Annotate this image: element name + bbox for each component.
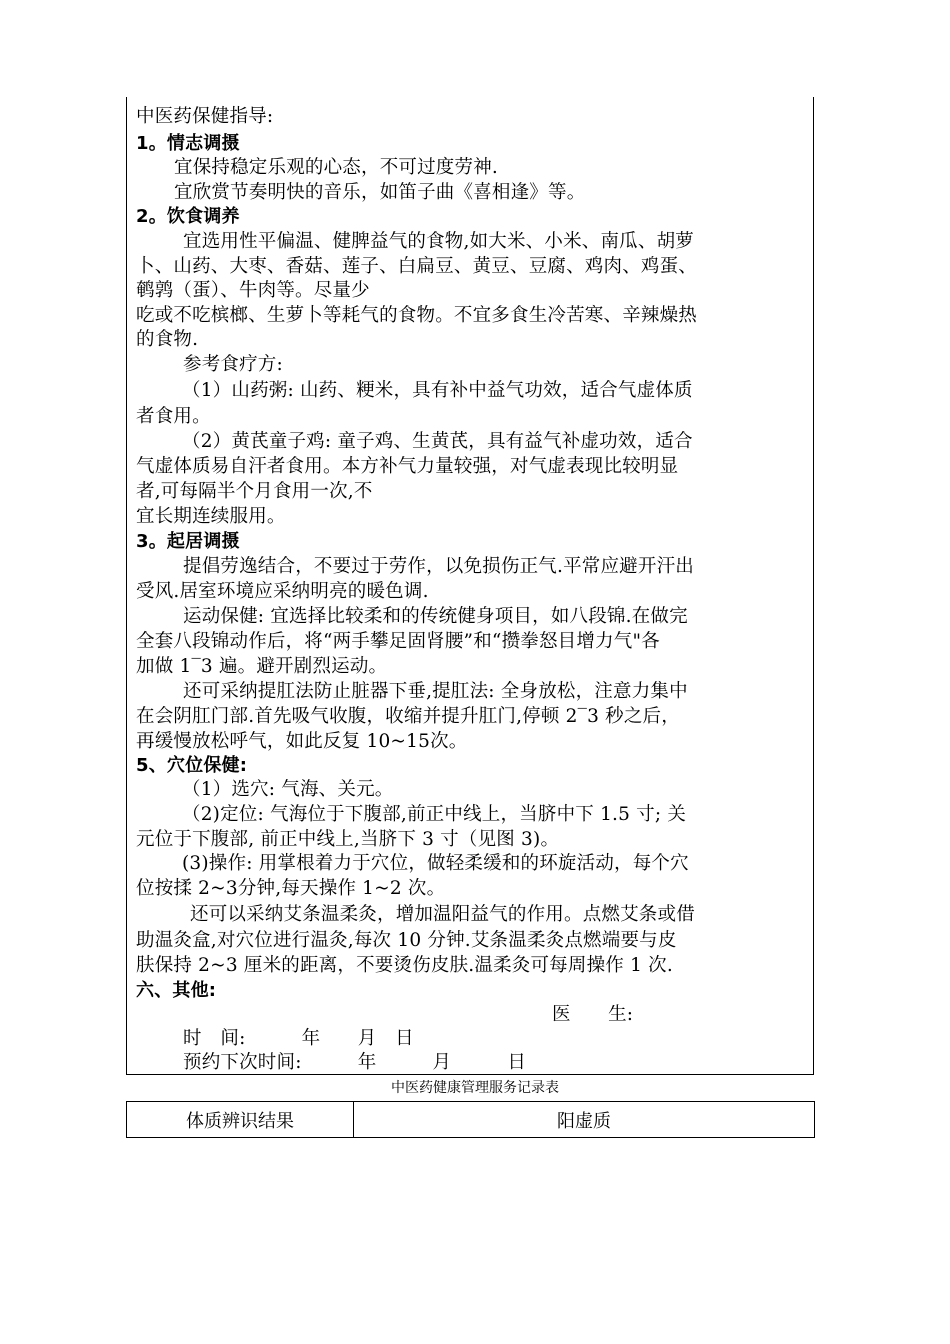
section-1-title: 1。情志调摄 (136, 133, 240, 154)
text-line: 参考食疗方: (183, 354, 283, 375)
section-6-title: 六、其他: (136, 980, 217, 1001)
text-line: 宜保持稳定乐观的心态，不可过度劳神. (174, 157, 498, 178)
text-line: 提倡劳逸结合，不要过于劳作，以免损伤正气.平常应避开汗出 (183, 556, 694, 577)
text-line: 的食物. (136, 329, 199, 350)
text-line: 还可以采纳艾条温柔灸，增加温阳益气的作用。点燃艾条或借 (190, 904, 695, 925)
text-line: 在会阴肛门部.首先吸气收腹，收缩并提升肛门,停顿 2‾3 秒之后， (136, 706, 680, 727)
text-line: 再缓慢放松呼气，如此反复 10~15次。 (136, 731, 468, 752)
result-label-cell: 体质辨识结果 (127, 1102, 354, 1137)
text-line: （2）黄芪童子鸡: 童子鸡、生黄芪，具有益气补虚功效，适合 (182, 431, 693, 452)
text-line: 宜欣赏节奏明快的音乐，如笛子曲《喜相逢》等。 (174, 182, 586, 203)
text-line: 宜选用性平偏温、健脾益气的食物,如大米、小米、南瓜、胡萝 (183, 231, 694, 252)
text-line: 元位于下腹部, 前正中线上,当脐下 3 寸（见图 3)。 (136, 829, 560, 850)
text-line: （1）选穴: 气海、关元。 (182, 779, 394, 800)
text-line: (3)操作: 用掌根着力于穴位，做轻柔缓和的环旋活动，每个穴 (182, 853, 689, 874)
result-value-cell: 阳虚质 (557, 1110, 611, 1132)
guidance-heading: 中医药保健指导: (136, 106, 274, 127)
text-line: 鹌鹑（蛋）、牛肉等。尽量少 (136, 280, 370, 301)
text-line: 宜长期连续服用。 (136, 506, 286, 527)
doctor-label: 医 生: (552, 1004, 634, 1025)
text-line: 位按揉 2~3分钟,每天操作 1~2 次。 (136, 878, 446, 899)
text-line: 卜、山药、大枣、香菇、莲子、白扁豆、黄豆、豆腐、鸡肉、鸡蛋、 (136, 256, 698, 277)
text-line: （2)定位: 气海位于下腹部,前正中线上，当脐中下 1.5 寸; 关 (182, 804, 687, 825)
text-line: 加做 1‾3 遍。避开剧烈运动。 (136, 656, 388, 677)
next-appointment-label: 预约下次时间: 年 月 日 (183, 1052, 527, 1073)
text-line: 还可采纳提肛法防止脏器下垂,提肛法: 全身放松，注意力集中 (183, 681, 688, 702)
text-line: 气虚体质易自汗者食用。本方补气力量较强，对气虚表现比较明显 (136, 456, 679, 477)
time-label: 时 间: 年 月 日 (183, 1028, 414, 1049)
text-line: 全套八段锦动作后，将“两手攀足固肾腰”和“攒拳怒目增力气"各 (136, 631, 660, 652)
text-line: 受风.居室环境应采纳明亮的暖色调. (136, 581, 429, 602)
text-line: （1）山药粥: 山药、粳米，具有补中益气功效，适合气虚体质 (182, 380, 693, 401)
text-line: 者食用。 (136, 406, 211, 427)
text-line: 吃或不吃槟榔、生萝卜等耗气的食物。不宜多食生冷苦寒、辛辣燥热 (136, 305, 698, 326)
table-caption: 中医药健康管理服务记录表 (391, 1080, 559, 1096)
section-2-title: 2。饮食调养 (136, 206, 240, 227)
section-5-title: 5、穴位保健: (136, 755, 248, 776)
text-line: 助温灸盒,对穴位进行温灸,每次 10 分钟.艾条温柔灸点燃端要与皮 (136, 930, 677, 951)
text-line: 肤保持 2~3 厘米的距离，不要烫伤皮肤.温柔灸可每周操作 1 次. (136, 955, 673, 976)
text-line: 者,可每隔半个月食用一次,不 (136, 481, 373, 502)
section-3-title: 3。起居调摄 (136, 531, 240, 552)
constitution-result-table (126, 1101, 815, 1138)
text-line: 运动保健: 宜选择比较柔和的传统健身项目，如八段锦.在做完 (183, 606, 688, 627)
